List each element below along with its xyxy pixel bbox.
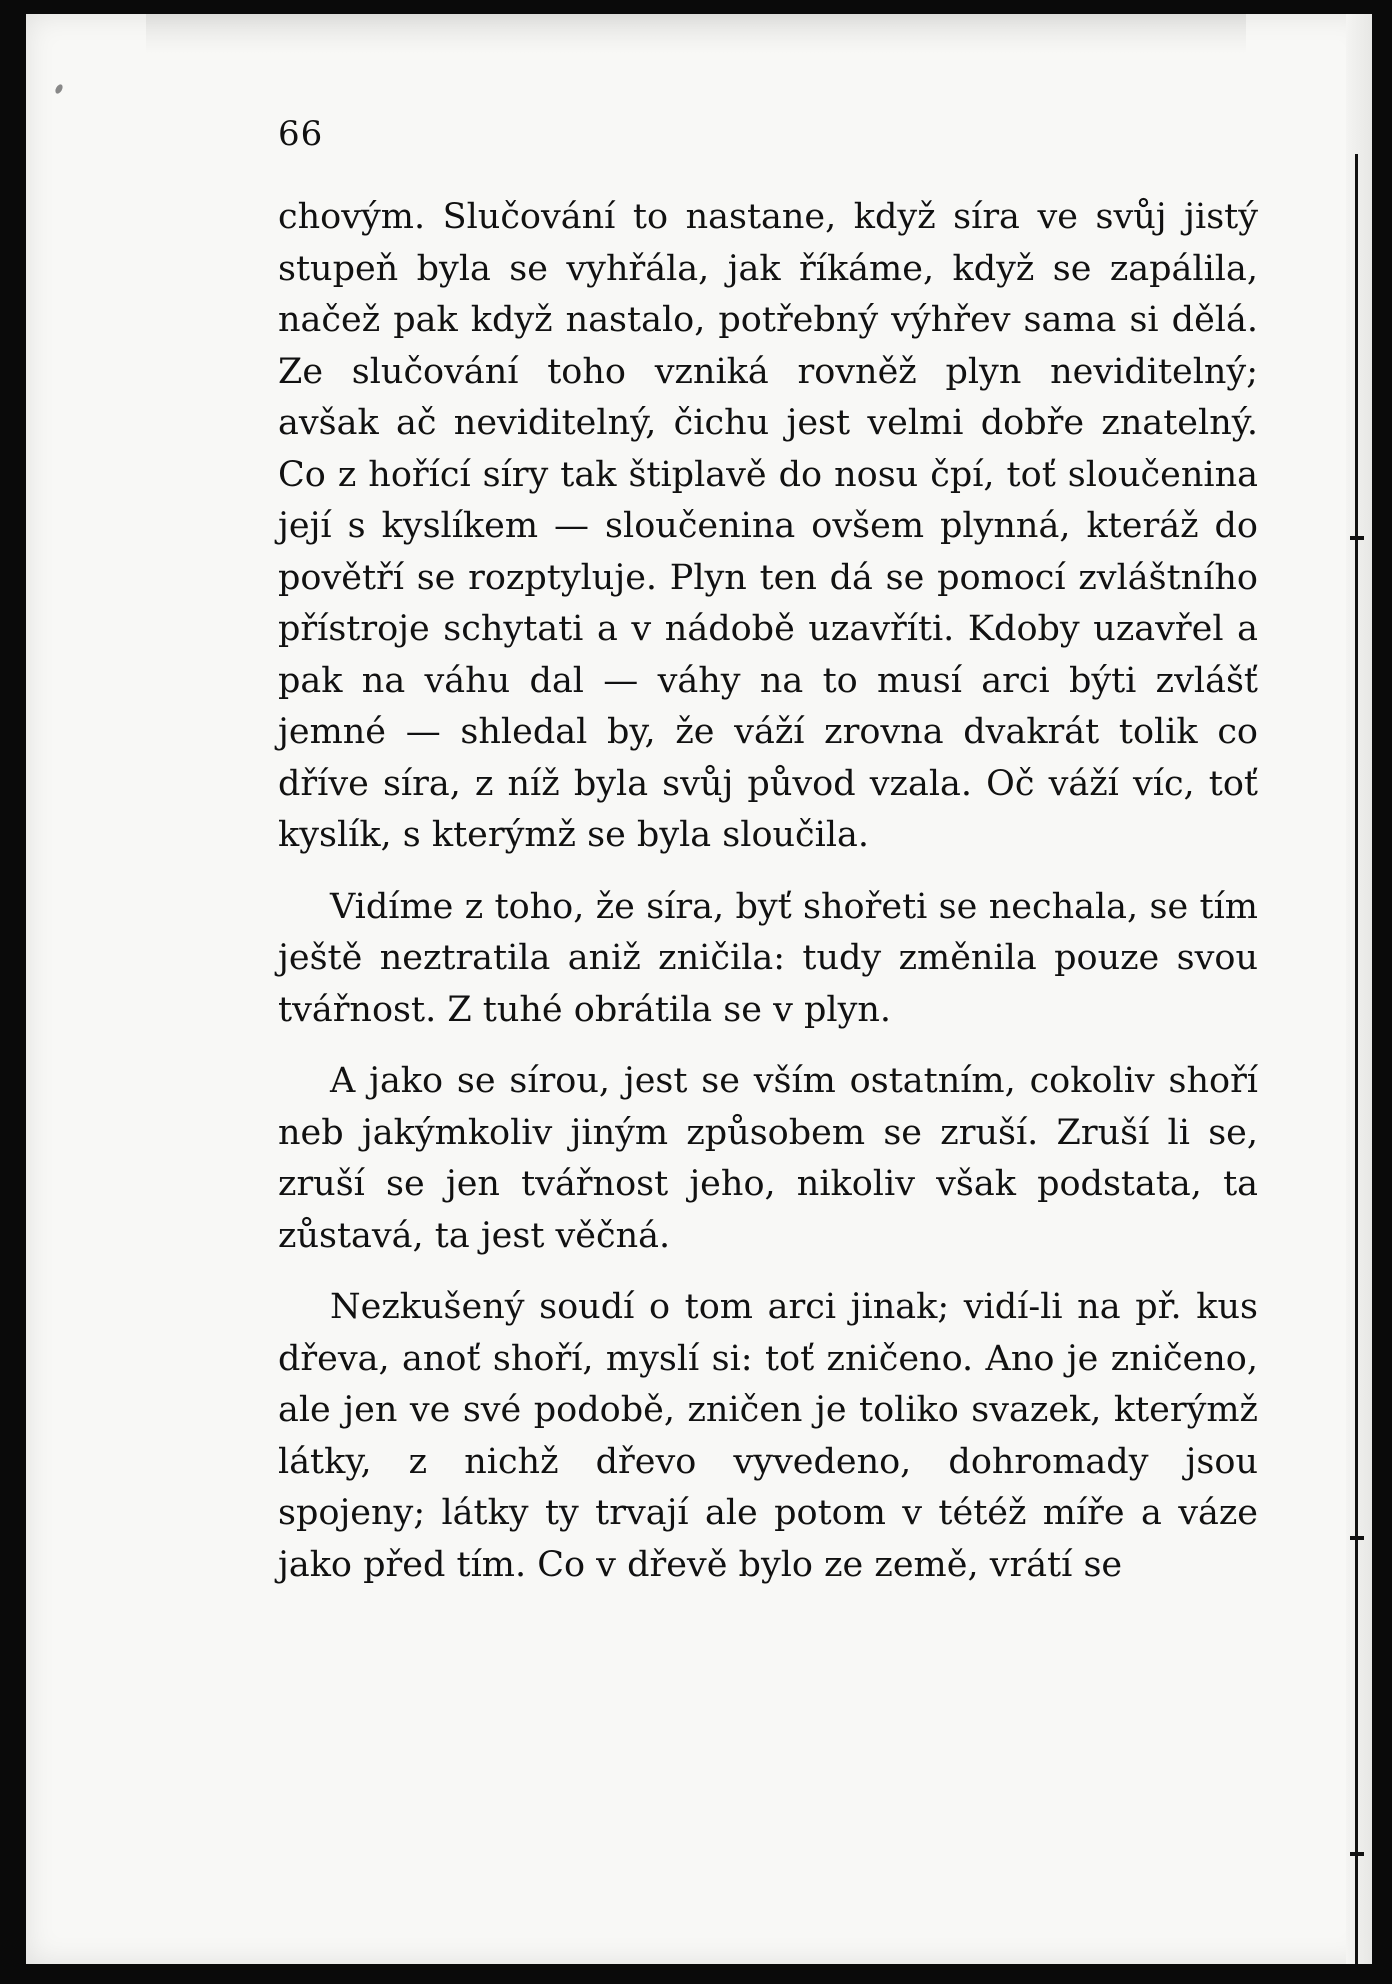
page-body xyxy=(278,192,1258,1591)
paragraph-4: Nezkušený soudí o tom arci jinak; vidí-li na př. kus dřeva, anoť shoří, myslí si: toť zničeno. Ano je zničeno, ale jen ve své podobě, zničen je toliko svazek, kterýmž látky, z nichž dřevo vyvedeno, dohromady jsou spojeny; látky ty trvají ale potom v tétéž míře a váze jako před tím. Co v dřevě bylo ze země, vrátí se xyxy=(278,1287,1258,1585)
book-page xyxy=(26,14,1372,1964)
paragraph-1: chovým. Slučování to nastane, když síra ve svůj jistý stupeň byla se vyhřála, jak říkáme, když se zapálila, načež pak když nastalo, potřebný výhřev sama si dělá. Ze slučování toho vzniká rovněž plyn neviditelný; avšak ač neviditelný, čichu jest velmi dobře znatelný. Co z hořící síry tak štiplavě do nosu čpí, toť sloučenina její s kyslíkem — sloučenina ovšem plynná, kteráž do povětří se rozptyluje. Plyn ten dá se pomocí zvláštního přístroje schytati a v nádobě uzavříti. Kdoby uzavřel a pak na váhu dal — váhy na to musí arci býti zvlášť jemné — shledal by, že váží zrovna dvakrát tolik co dříve síra, z níž byla svůj původ vzala. Oč váží víc, toť kyslík, s kterýmž se byla sloučila. xyxy=(278,197,1258,855)
gutter-tick xyxy=(1350,1536,1364,1540)
paragraph-2: Vidíme z toho, že síra, byť shořeti se nechala, se tím ještě neztratila aniž zničila: tudy změnila pouze svou tvářnost. Z tuhé obrátila se v plyn. xyxy=(278,886,1258,1030)
gutter-rule xyxy=(1355,154,1358,1964)
gutter-tick xyxy=(1350,1852,1364,1856)
binding-gutter xyxy=(1346,14,1372,1964)
paper-speck xyxy=(54,83,64,95)
page-number: 66 xyxy=(278,114,324,154)
gutter-tick xyxy=(1350,536,1364,540)
paragraph-3: A jako se sírou, jest se vším ostatním, cokoliv shoří neb jakýmkoliv jiným způsobem se zruší. Zruší li se, zruší se jen tvářnost jeho, nikoliv však podstata, ta zůstavá, ta jest věčná. xyxy=(278,1061,1258,1256)
scan-shadow xyxy=(146,14,1246,54)
